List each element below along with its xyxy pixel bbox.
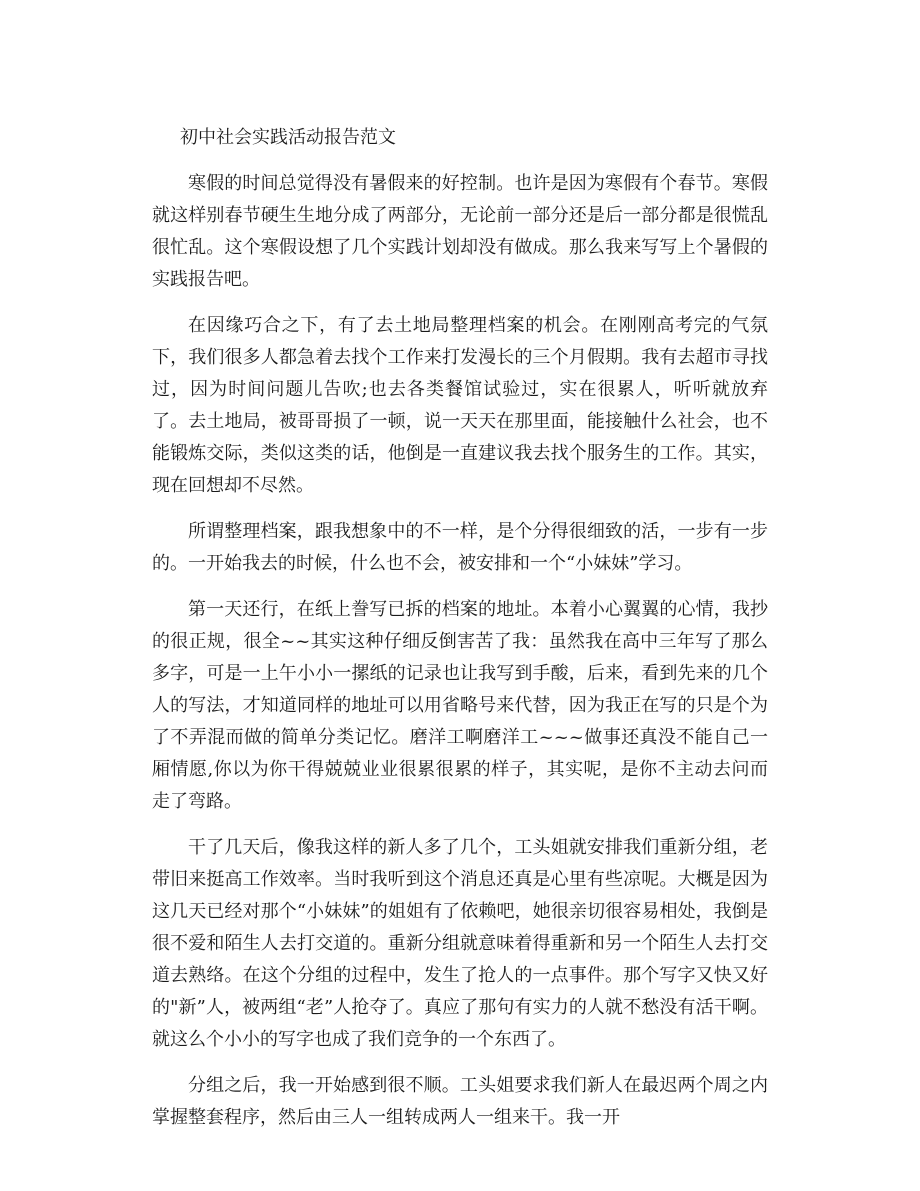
paragraph-5: 干了几天后，像我这样的新人多了几个，工头姐就安排我们重新分组，老带旧来挺高工作效率。当时我听到这个消息还真是心里有些凉呢。大概是因为这几天已经对那个“小妹妹”的姐姐有了依赖吧，她很亲切很容易相处，我倒是很不爱和陌生人去打交道的。重新分组就意味着得重新和另一个陌生人去打交道去熟络。在这个分组的过程中，发生了抢人的一点事件。那个写字又快又好的"新”人，被两组“老”人抢夺了。真应了那句有实力的人就不愁没有活干啊。就这么个小小的写字也成了我们竞争的一个东西了。 <box>152 837 768 1050</box>
document-page <box>152 122 768 1148</box>
paragraph-2: 在因缘巧合之下，有了去土地局整理档案的机会。在刚刚高考完的气氛下，我们很多人都急着去找个工作来打发漫长的三个月假期。我有去超市寻找过，因为时间问题儿告吹;也去各类餐馆试验过，实在很累人，听听就放弃了。去土地局，被哥哥损了一顿，说一天天在那里面，能接触什么社会，也不能锻炼交际，类似这类的话，他倒是一直建议我去找个服务生的工作。其实，现在回想却不尽然。 <box>152 315 768 496</box>
paragraph-1: 寒假的时间总觉得没有暑假来的好控制。也许是因为寒假有个春节。寒假就这样别春节硬生生地分成了两部分，无论前一部分还是后一部分都是很慌乱很忙乱。这个寒假设想了几个实践计划却没有做成。那么我来写写上个暑假的实践报告吧。 <box>152 173 768 290</box>
paragraph-3: 所谓整理档案，跟我想象中的不一样，是个分得很细致的活，一步有一步的。一开始我去的时候，什么也不会，被安排和一个“小妹妹”学习。 <box>152 521 768 574</box>
document-title: 初中社会实践活动报告范文 <box>180 127 396 148</box>
paragraph-6: 分组之后，我一开始感到很不顺。工头姐要求我们新人在最迟两个周之内掌握整套程序，然后由三人一组转成两人一组来干。我一开 <box>152 1075 768 1128</box>
paragraph-4: 第一天还行，在纸上誊写已拆的档案的地址。本着小心翼翼的心情，我抄的很正规，很全~~其实这种仔细反倒害苦了我：虽然我在高中三年写了那么多字，可是一上午小小一摞纸的记录也让我写到手酸，后来，看到先来的几个人的写法，才知道同样的地址可以用省略号来代替，因为我正在写的只是个为了不弄混而做的简单分类记忆。磨洋工啊磨洋工~~~做事还真没不能自己一厢情愿,你以为你干得兢兢业业很累很累的样子，其实呢，是你不主动去问而走了弯路。 <box>152 599 768 812</box>
